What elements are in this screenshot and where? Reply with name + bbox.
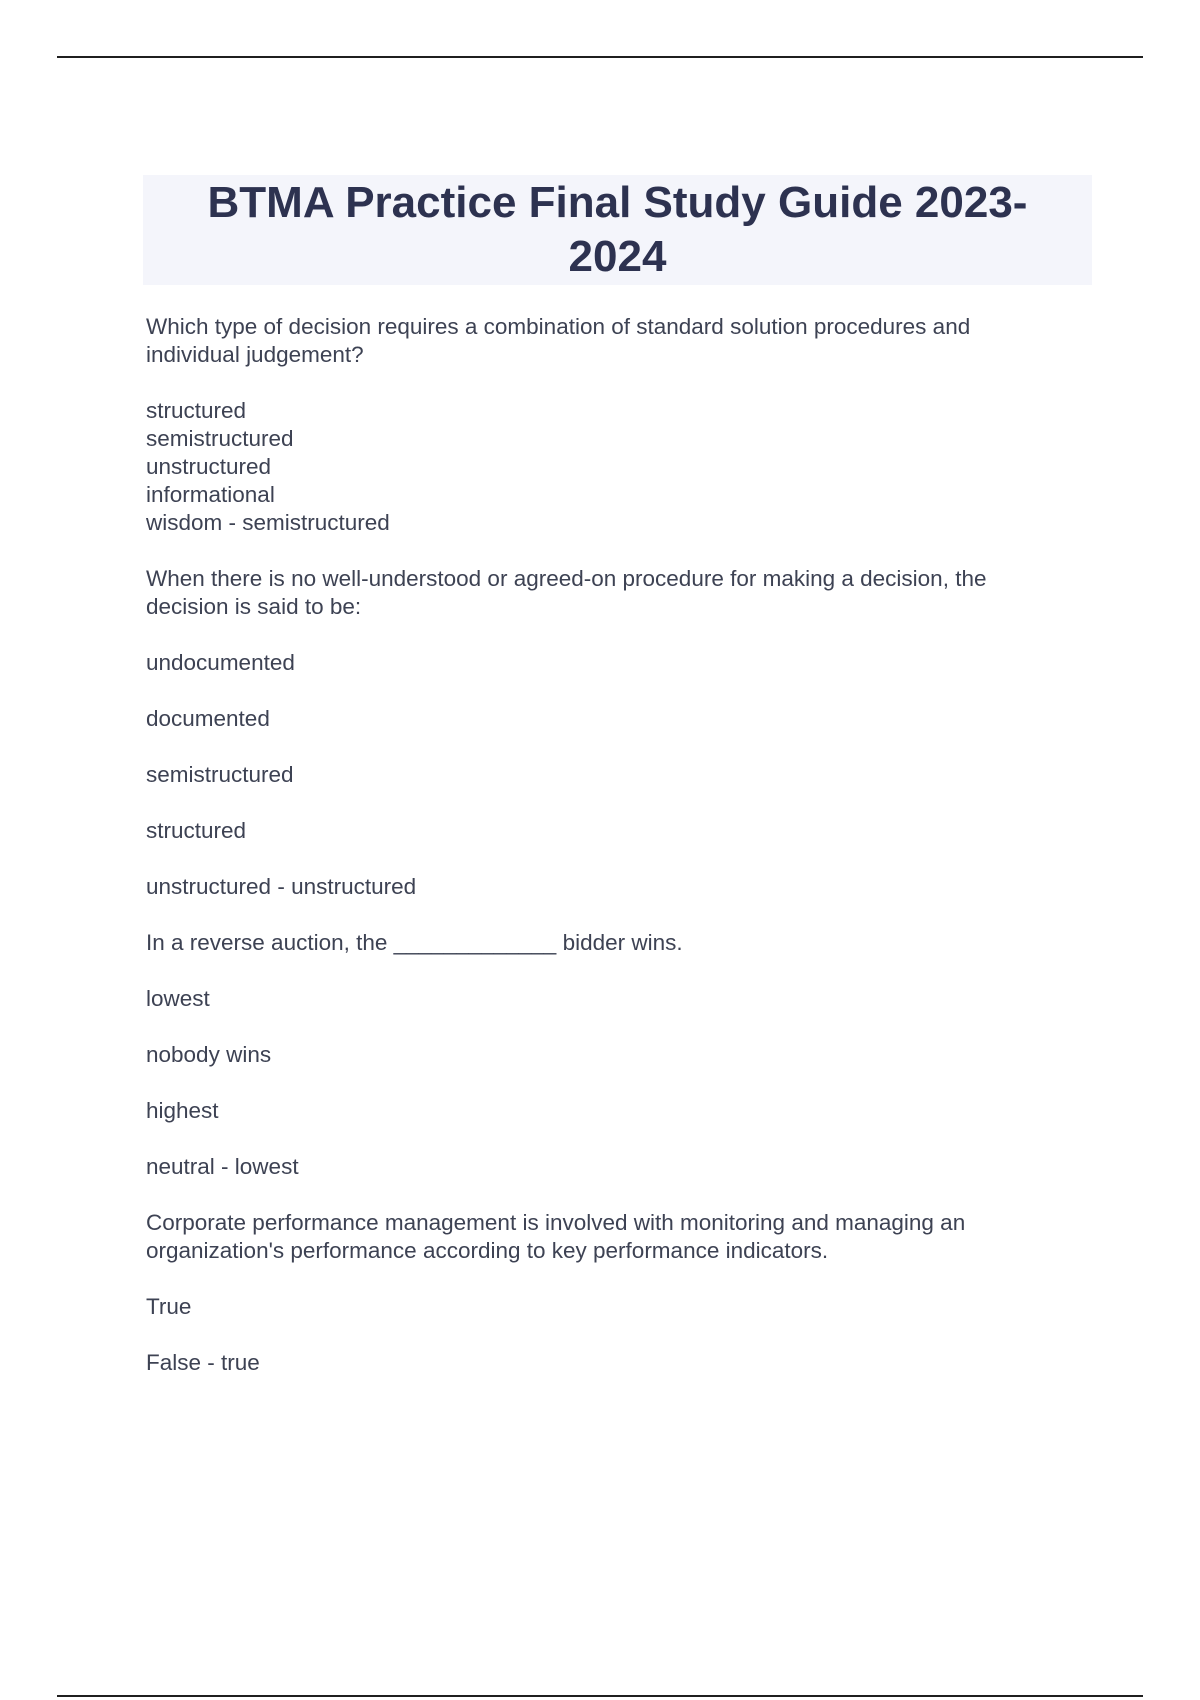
question-3-option: highest (146, 1098, 219, 1123)
question-4-prompt: Corporate performance management is involved with monitoring and managing an organization's performance according to key performance indicators. (146, 1210, 966, 1263)
question-1-answer: wisdom - semistructured (146, 510, 390, 535)
bottom-rule (57, 1695, 1143, 1697)
question-2-answer: unstructured - unstructured (146, 874, 417, 899)
question-4-option: True (146, 1294, 192, 1319)
question-2-option: semistructured (146, 762, 294, 787)
question-2-options (146, 649, 1066, 901)
question-1-option: informational (146, 482, 275, 507)
page-title: BTMA Practice Final Study Guide 2023-2024 (207, 178, 1028, 281)
question-1-options (146, 397, 1066, 537)
question-1-option: structured (146, 398, 247, 423)
question-4-answer: False - true (146, 1350, 260, 1375)
question-2-option: undocumented (146, 650, 295, 675)
top-rule (57, 56, 1143, 58)
document-body (146, 313, 1066, 1405)
question-2-option: documented (146, 706, 270, 731)
question-4-options (146, 1293, 1066, 1377)
question-3-options (146, 985, 1066, 1181)
question-2-prompt: When there is no well-understood or agreed-on procedure for making a decision, the decision is said to be: (146, 566, 987, 619)
question-2-option: structured (146, 818, 247, 843)
question-3-option: lowest (146, 986, 210, 1011)
question-1-option: semistructured (146, 426, 294, 451)
question-3-prompt: In a reverse auction, the _____________ bidder wins. (146, 930, 683, 955)
question-1-option: unstructured (146, 454, 272, 479)
question-3-answer: neutral - lowest (146, 1154, 299, 1179)
question-1-prompt: Which type of decision requires a combination of standard solution procedures and individual judgement? (146, 314, 971, 367)
question-3-option: nobody wins (146, 1042, 272, 1067)
title-banner (143, 175, 1092, 285)
